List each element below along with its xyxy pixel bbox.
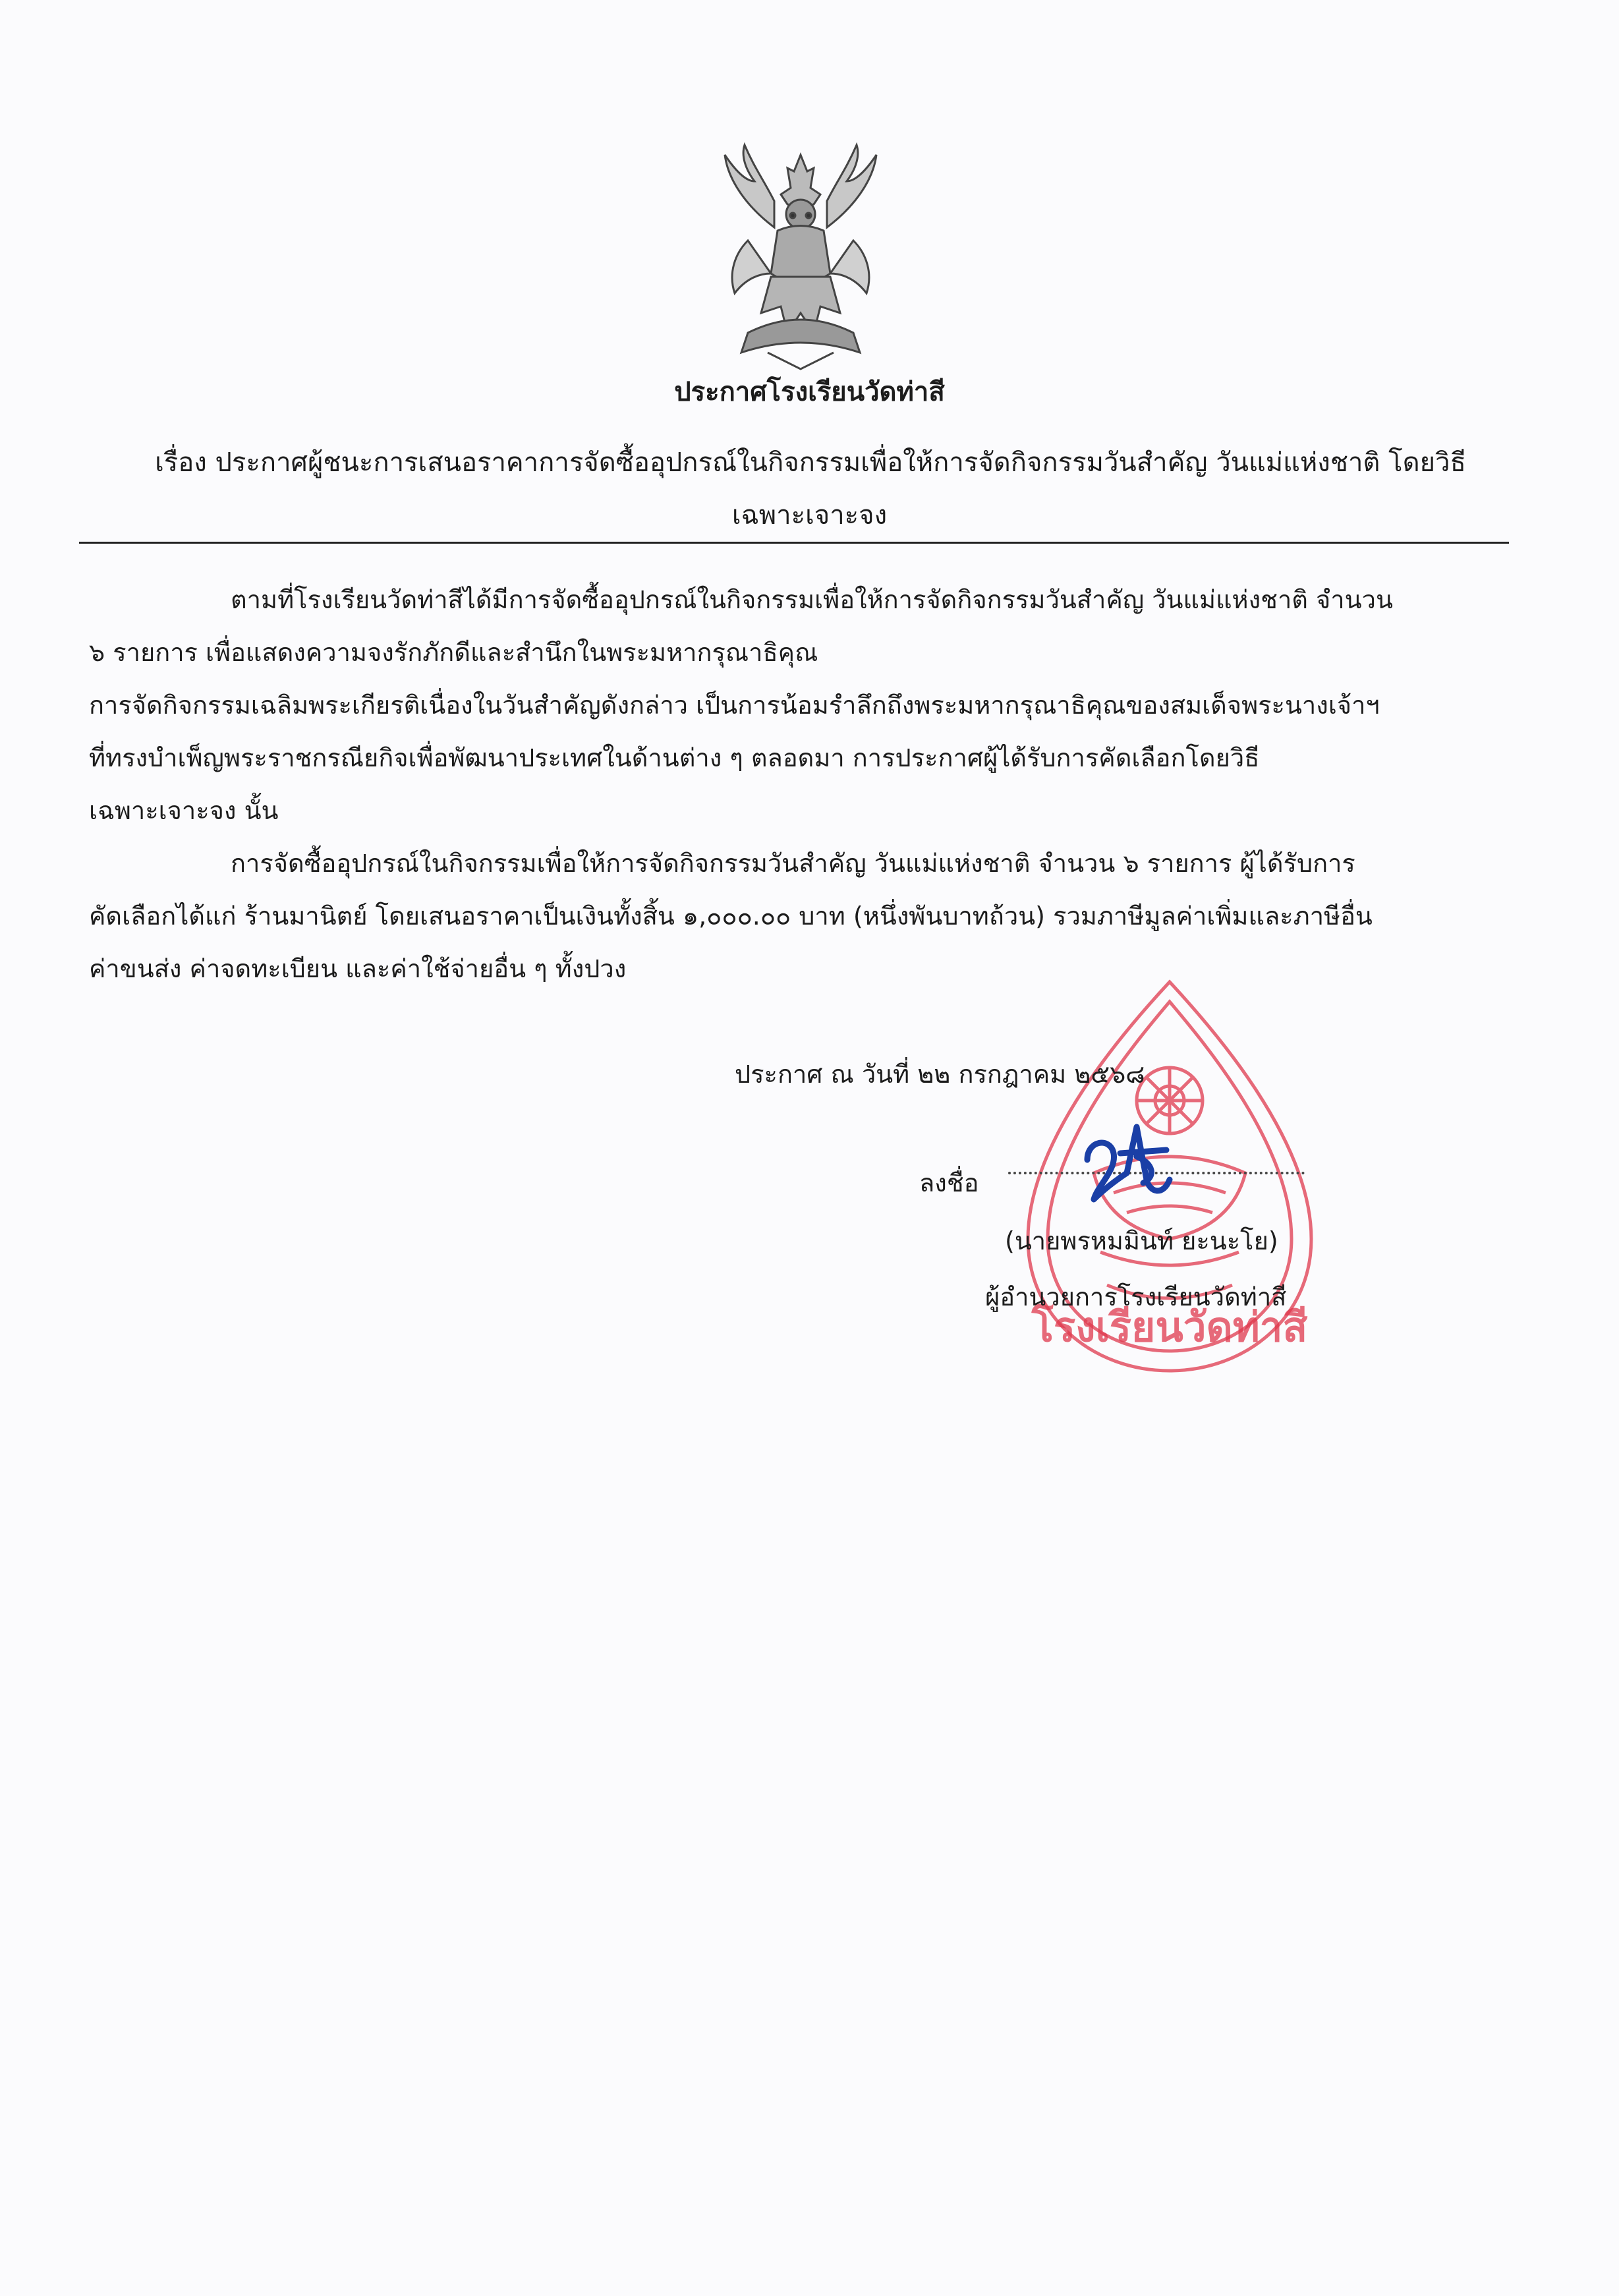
svg-text:โรงเรียนวัดท่าสี: โรงเรียนวัดท่าสี	[1031, 1303, 1308, 1351]
signer-position: ผู้อำนวยการโรงเรียนวัดท่าสี	[985, 1282, 1287, 1311]
paragraph-2-line: การจัดซื้ออุปกรณ์ในกิจกรรมเพื่อให้การจัดกิจกรรมวันสำคัญ วันแม่แห่งชาติ จำนวน ๖ รายการ ผู้ได้รับการ	[231, 849, 1355, 878]
paragraph-1-line: ๖ รายการ เพื่อแสดงความจงรักภักดีและสำนึกในพระมหากรุณาธิคุณ	[89, 638, 818, 667]
title-divider	[79, 542, 1509, 544]
announcement-title: ประกาศโรงเรียนวัดท่าสี	[674, 377, 945, 407]
paragraph-1-line: การจัดกิจกรรมเฉลิมพระเกียรติเนื่องในวันสำคัญดังกล่าว เป็นการน้อมรำลึกถึงพระมหากรุณาธิคุณของสมเด็จพระนางเจ้าฯ	[89, 691, 1380, 720]
handwritten-signature	[1074, 1114, 1179, 1213]
announce-date: ประกาศ ณ วันที่ ๒๒ กรกฎาคม ๒๕๖๘	[735, 1060, 1145, 1089]
subject-line: เรื่อง ประกาศผู้ชนะการเสนอราคาการจัดซื้ออุปกรณ์ในกิจกรรมเพื่อให้การจัดกิจกรรมวันสำคัญ วันแม่แห่งชาติ โดยวิธี	[155, 447, 1466, 478]
paragraph-1-line: ที่ทรงบำเพ็ญพระราชกรณียกิจเพื่อพัฒนาประเทศในด้านต่าง ๆ ตลอดมา การประกาศผู้ได้รับการคัดเลือกโดยวิธี	[89, 743, 1260, 772]
paragraph-2-line: ค่าขนส่ง ค่าจดทะเบียน และค่าใช้จ่ายอื่น ๆ ทั้งปวง	[89, 954, 627, 983]
paragraph-1-line: เฉพาะเจาะจง นั้น	[89, 796, 279, 825]
paragraph-2-line: คัดเลือกได้แก่ ร้านมานิตย์ โดยเสนอราคาเป็นเงินทั้งสิ้น ๑,๐๐๐.๐๐ บาท (หนึ่งพันบาทถ้วน) รวมภาษีมูลค่าเพิ่มและภาษีอื่น	[89, 902, 1373, 931]
signer-name: (นายพรหมมินท์ ยะนะโย)	[1005, 1226, 1278, 1255]
subject-line-continued: เฉพาะเจาะจง	[731, 500, 888, 531]
paragraph-1-line: ตามที่โรงเรียนวัดท่าสีได้มีการจัดซื้ออุปกรณ์ในกิจกรรมเพื่อให้การจัดกิจกรรมวันสำคัญ วันแม่แห่งชาติ จำนวน	[231, 585, 1393, 614]
garuda-emblem-icon	[708, 142, 893, 372]
sign-label: ลงชื่อ	[919, 1168, 979, 1197]
